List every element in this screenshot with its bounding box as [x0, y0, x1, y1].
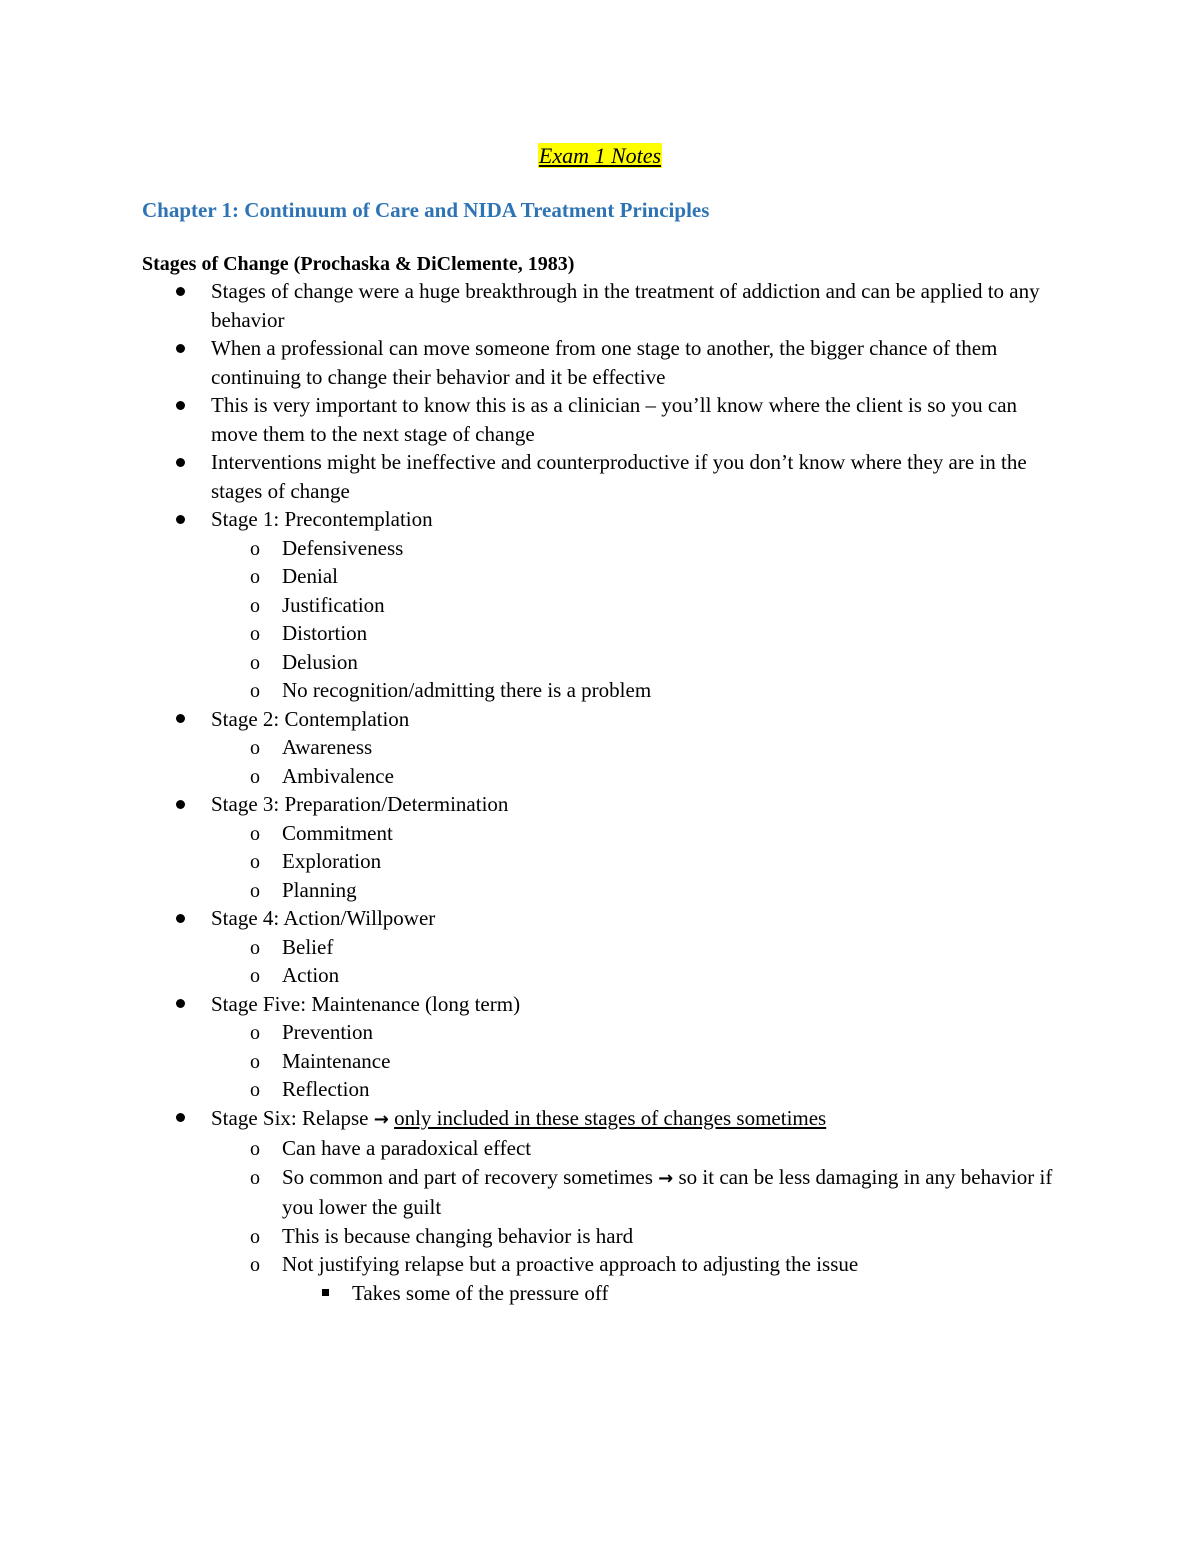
bullet-circle-icon: o	[250, 680, 260, 702]
sub-list-item-text: Planning	[282, 877, 357, 902]
stage-6-note: only included in these stages of changes sometimes	[394, 1105, 827, 1130]
item-text-part2: so it can be less damaging in any behavior if you lower the guilt	[282, 1164, 1053, 1219]
sub-list-item	[0, 619, 1200, 648]
bullet-circle-icon: o	[250, 594, 260, 617]
bullet-dot-icon	[168, 391, 192, 420]
item-text-part1: So common and part of recovery sometimes	[282, 1164, 653, 1189]
sub-list-item-text: Maintenance	[282, 1048, 391, 1073]
list-item-text: When a professional can move someone from one stage to another, the bigger chance of them continuing to change their behavior and it be effective	[211, 336, 998, 389]
bullet-circle-icon: o	[250, 965, 260, 987]
bullet-dot-icon	[168, 277, 192, 306]
bullet-circle-icon: o	[250, 537, 260, 560]
sub-list-item	[0, 847, 1200, 876]
sub-list-item-text: Reflection	[282, 1077, 370, 1101]
bullet-dot-icon	[168, 334, 192, 363]
sub-list-item	[0, 733, 1200, 762]
sub-list-item	[0, 819, 1200, 848]
sub-list-item-text	[282, 1163, 1062, 1222]
sub-list-item	[0, 562, 1200, 591]
sub-list-item-text: Denial	[282, 564, 338, 588]
bullet-circle-icon: o	[250, 737, 260, 759]
right-arrow-icon: →	[373, 1108, 389, 1130]
bullet-dot-icon	[168, 448, 192, 477]
page-title	[0, 140, 1200, 172]
sub-list-item-text: Prevention	[282, 1020, 373, 1044]
page-title-text: Exam 1 Notes	[538, 143, 662, 168]
sub-list-item	[0, 876, 1200, 905]
sub-list-item-text: Delusion	[282, 649, 358, 674]
chapter-heading: Chapter 1: Continuum of Care and NIDA Treatment Principles	[142, 198, 710, 222]
sub-list-item	[0, 1163, 1200, 1222]
sub-list-item	[0, 1250, 1200, 1279]
sub-list-item-text: Distortion	[282, 621, 368, 645]
bullet-dot-icon	[168, 904, 192, 933]
bullet-circle-icon: o	[250, 1050, 260, 1073]
stage-1-label: Stage 1: Precontemplation	[211, 507, 433, 531]
stage-3-item	[0, 790, 1200, 819]
bullet-circle-icon: o	[250, 1166, 260, 1189]
sub-list-item-text: Can have a paradoxical effect	[282, 1136, 532, 1160]
bullet-circle-icon: o	[250, 851, 260, 873]
sub-list-item-text: Not justifying relapse but a proactive approach to adjusting the issue	[282, 1252, 859, 1276]
bullet-dot-icon	[168, 790, 192, 819]
bullet-dot-icon	[168, 1104, 192, 1133]
sub-list-item-text: Action	[282, 963, 340, 987]
list-item-text: Interventions might be ineffective and counterproductive if you don’t know where they are in the stages of change	[211, 450, 1027, 503]
sub-list-item-text: Ambivalence	[282, 763, 394, 788]
stage-4-label: Stage 4: Action/Willpower	[211, 906, 436, 930]
bullet-dot-icon	[168, 990, 192, 1019]
section-heading: Stages of Change (Prochaska & DiClemente, 1983)	[142, 253, 575, 275]
bullet-circle-icon: o	[250, 566, 260, 588]
bullet-circle-icon: o	[250, 623, 260, 645]
bullet-square-icon	[313, 1279, 337, 1308]
bullet-circle-icon: o	[250, 1254, 260, 1276]
bullet-circle-icon: o	[250, 1138, 260, 1160]
sub-list-item	[0, 1018, 1200, 1047]
stage-3-label: Stage 3: Preparation/Determination	[211, 792, 509, 816]
bullet-dot-icon	[168, 705, 192, 734]
stage-2-label: Stage 2: Contemplation	[211, 706, 410, 731]
bullet-circle-icon: o	[250, 651, 260, 674]
sub-list-item-text: No recognition/admitting there is a problem	[282, 678, 652, 702]
sub-list-item	[0, 534, 1200, 563]
sub-list-item	[0, 1134, 1200, 1163]
sub-list-item	[0, 1075, 1200, 1104]
list-item	[0, 391, 1200, 448]
sub-list-item-text: Awareness	[282, 735, 373, 759]
bullet-dot-icon	[168, 505, 192, 534]
stage-6-item	[0, 1104, 1200, 1135]
bullet-circle-icon: o	[250, 1225, 260, 1248]
bullet-circle-icon: o	[250, 936, 260, 959]
sub-list-item-text: Exploration	[282, 849, 382, 873]
sub-list-item	[0, 591, 1200, 620]
sub-list-item-text: Belief	[282, 934, 334, 959]
bullet-circle-icon: o	[250, 879, 260, 902]
notes-list	[0, 277, 1200, 1307]
list-item	[0, 334, 1200, 391]
stage-6-label: Stage Six: Relapse	[211, 1105, 369, 1130]
bullet-circle-icon: o	[250, 765, 260, 788]
sub-list-item-text: Justification	[282, 592, 385, 617]
sub-list-item	[0, 1222, 1200, 1251]
sub-list-item	[0, 676, 1200, 705]
stage-4-item	[0, 904, 1200, 933]
sub-list-item	[0, 648, 1200, 677]
sub-list-item	[0, 762, 1200, 791]
bullet-circle-icon: o	[250, 1079, 260, 1101]
sub-list-item	[0, 1047, 1200, 1076]
sub-list-item	[0, 933, 1200, 962]
stage-6-text	[211, 1104, 1061, 1135]
stage-5-label: Stage Five: Maintenance (long term)	[211, 991, 521, 1016]
bullet-circle-icon: o	[250, 822, 260, 845]
list-item	[0, 277, 1200, 334]
stage-5-item	[0, 990, 1200, 1019]
sub-list-item	[0, 961, 1200, 990]
list-item	[0, 448, 1200, 505]
sub-list-item-text: This is because changing behavior is hard	[282, 1223, 634, 1248]
list-item-text: This is very important to know this is as a clinician – you’ll know where the client is so you can move them to the next stage of change	[211, 393, 1018, 446]
stage-1-item	[0, 505, 1200, 534]
right-arrow-icon: →	[658, 1167, 674, 1189]
sub-list-item-text: Defensiveness	[282, 535, 404, 560]
list-item-text: Stages of change were a huge breakthrough in the treatment of addiction and can be applied to any behavior	[211, 279, 1040, 332]
sub-list-item-text: Commitment	[282, 820, 393, 845]
stage-2-item	[0, 705, 1200, 734]
sub-sub-list-item	[0, 1279, 1200, 1308]
bullet-circle-icon: o	[250, 1022, 260, 1044]
sub-sub-list-item-text: Takes some of the pressure off	[352, 1280, 609, 1305]
